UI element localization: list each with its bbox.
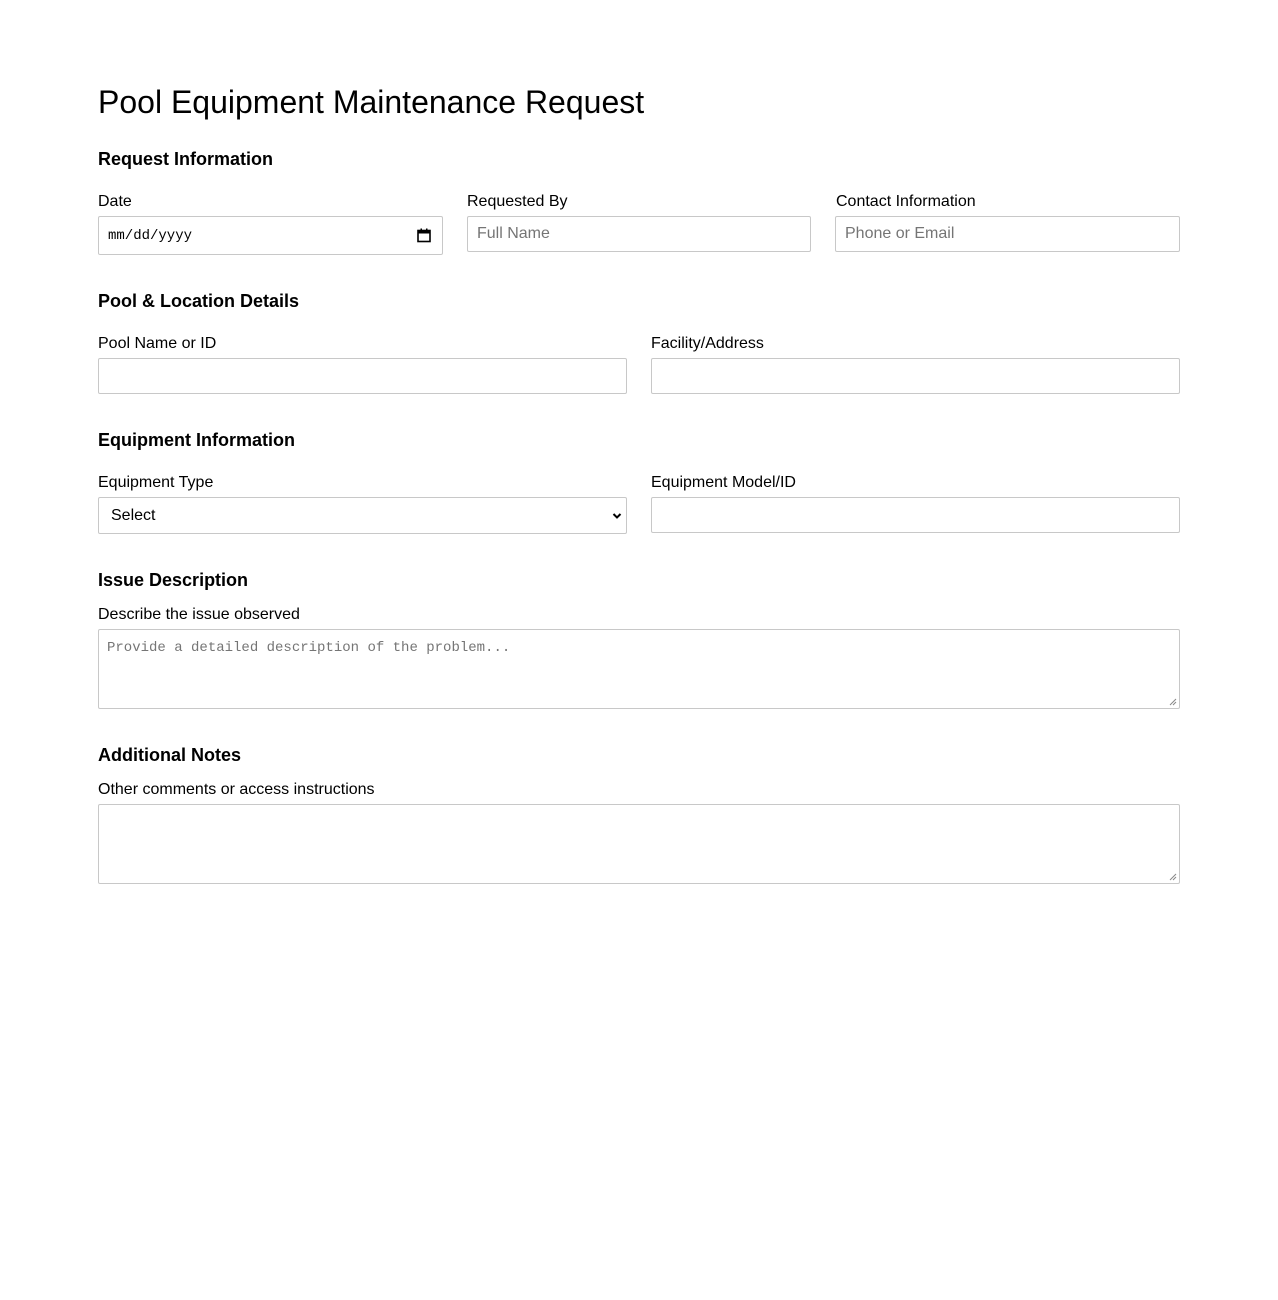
notes-textarea[interactable] (98, 804, 1180, 884)
requested-by-input[interactable] (467, 216, 811, 252)
section-heading-request: Request Information (98, 149, 274, 169)
requested-by-label: Requested By (467, 193, 568, 210)
equipment-type-select[interactable] (98, 497, 627, 534)
date-input[interactable] (98, 216, 443, 255)
date-label: Date (98, 193, 132, 210)
contact-placeholder: Phone or Email (845, 225, 955, 242)
pool-name-label: Pool Name or ID (98, 335, 217, 352)
section-heading-pool: Pool & Location Details (98, 291, 300, 311)
facility-label: Facility/Address (651, 335, 764, 352)
chevron-down-icon (612, 512, 622, 520)
contact-input[interactable] (835, 216, 1180, 252)
notes-label: Other comments or access instructions (98, 781, 375, 798)
issue-label: Describe the issue observed (98, 606, 300, 623)
date-placeholder: mm/dd/yyyy (108, 228, 193, 244)
requested-by-placeholder: Full Name (477, 225, 550, 242)
pool-name-input[interactable] (98, 358, 627, 394)
page-title: Pool Equipment Maintenance Request (98, 84, 645, 120)
equipment-model-label: Equipment Model/ID (651, 474, 796, 491)
calendar-icon[interactable] (417, 228, 431, 243)
resize-handle-icon[interactable] (1169, 698, 1177, 706)
equipment-type-label: Equipment Type (98, 474, 214, 491)
section-heading-notes: Additional Notes (98, 745, 241, 765)
resize-handle-icon[interactable] (1169, 873, 1177, 881)
contact-label: Contact Information (836, 193, 976, 210)
equipment-model-input[interactable] (651, 497, 1180, 533)
issue-placeholder: Provide a detailed description of the problem... (107, 640, 511, 656)
section-heading-equipment: Equipment Information (98, 430, 295, 450)
equipment-type-value: Select (111, 507, 156, 524)
section-heading-issue: Issue Description (98, 570, 249, 590)
issue-textarea[interactable] (98, 629, 1180, 709)
facility-input[interactable] (651, 358, 1180, 394)
